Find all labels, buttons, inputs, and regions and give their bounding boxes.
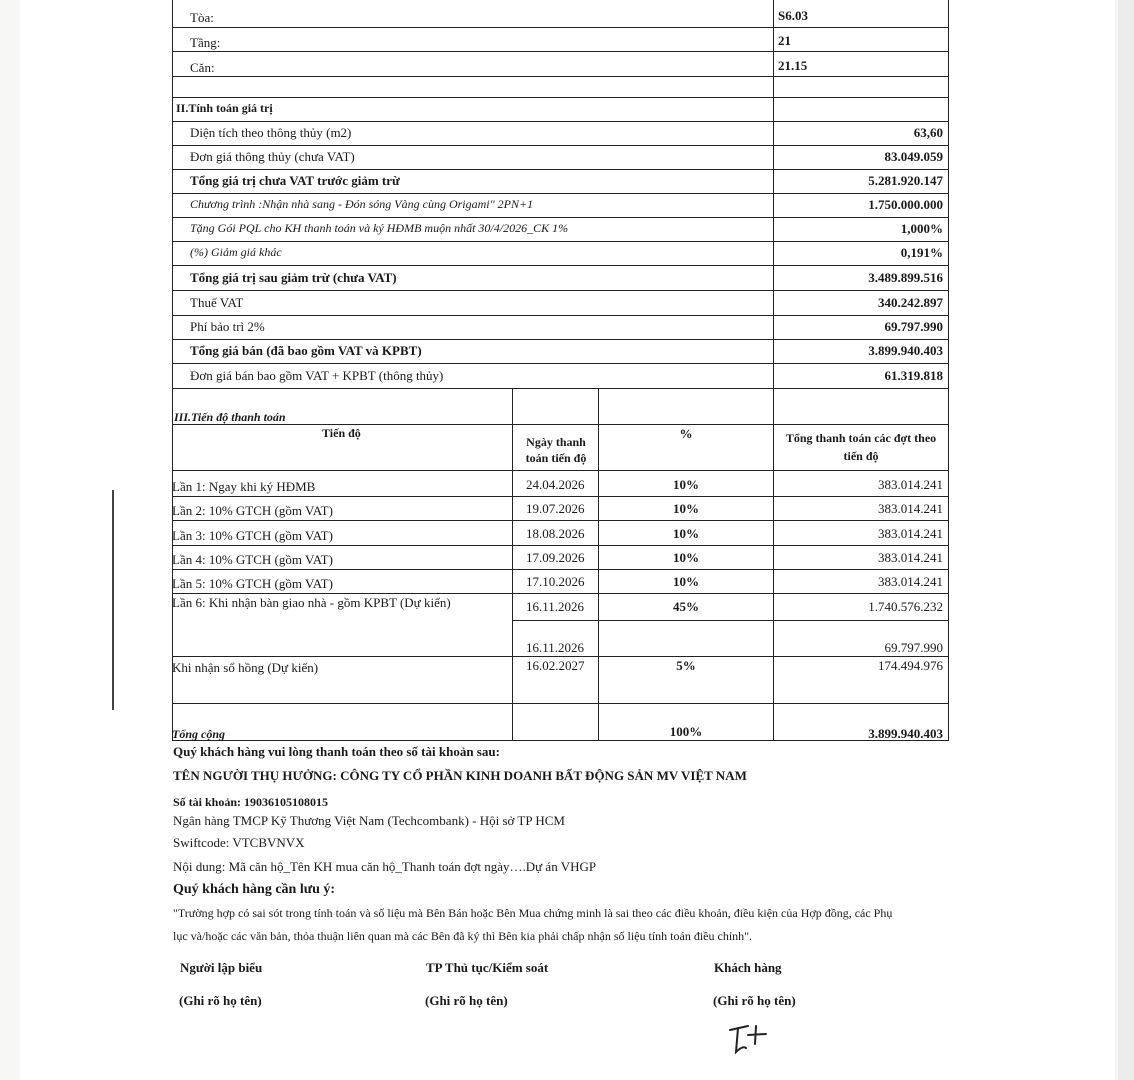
scan-edge: [112, 490, 114, 710]
building-value: S6.03: [778, 8, 808, 23]
installment-label: Lần 5: 10% GTCH (gồm VAT): [172, 576, 333, 591]
installment-amount: 383.014.241: [878, 550, 943, 565]
installment-date: 17.09.2026: [526, 550, 585, 565]
pql-gift-value: 1,000%: [900, 221, 943, 236]
final-unit-price-label: Đơn giá bán bao gồm VAT + KPBT (thông thủy): [190, 368, 444, 383]
installment-percent: 45%: [673, 599, 699, 614]
installment-amount: 383.014.241: [878, 574, 943, 589]
handwritten-signature: [722, 1018, 782, 1060]
installment-percent: 10%: [673, 501, 699, 516]
installment-date: 16.11.2026: [526, 640, 585, 655]
customer-title: Khách hàng: [714, 960, 782, 975]
installment-date: 24.04.2026: [526, 477, 585, 492]
bank-name: Ngân hàng TMCP Kỹ Thương Việt Nam (Techcombank) - Hội sở TP HCM: [173, 813, 565, 828]
controller-name-note: (Ghi rõ họ tên): [425, 993, 508, 1008]
vat-label: Thuế VAT: [190, 295, 244, 310]
other-discount-label: (%) Giảm giá khác: [190, 245, 282, 259]
maintenance-fee-value: 69.797.990: [884, 319, 943, 334]
floor-label: Tầng:: [190, 35, 221, 50]
date-header-line1: Ngày thanh: [526, 435, 586, 449]
installment-date: 16.11.2026: [526, 599, 585, 614]
total-percent: 100%: [669, 724, 703, 739]
progress-header: Tiến độ: [322, 426, 361, 440]
payment-intro: Quý khách hàng vui lòng thanh toán theo số tài khoản sau:: [173, 744, 500, 759]
note-line-1: "Trường hợp có sai sót trong tính toán và số liệu mà Bên Bán hoặc Bên Mua chứng minh là sai theo các điều khoản, điều kiện của Hợp đồng, các Phụ: [173, 906, 893, 920]
preparer-title: Người lập biểu: [180, 960, 263, 975]
preparer-name-note: (Ghi rõ họ tên): [179, 993, 262, 1008]
unit-value: 21.15: [778, 58, 808, 73]
installment-label: Khi nhận sổ hồng (Dự kiến): [172, 660, 319, 675]
unit-price-value: 83.049.059: [884, 149, 943, 164]
promotion-label: Chương trình :Nhận nhà sang - Đón sóng Vàng cùng Origami" 2PN+1: [190, 197, 534, 211]
customer-name-note: (Ghi rõ họ tên): [713, 993, 796, 1008]
installment-date: 16.02.2027: [526, 658, 585, 673]
installment-amount: 383.014.241: [878, 477, 943, 492]
installment-percent: 10%: [673, 574, 699, 589]
promotion-value: 1.750.000.000: [868, 197, 943, 212]
installment-date: 18.08.2026: [526, 526, 585, 541]
pql-gift-label: Tặng Gói PQL cho KH thanh toán và ký HĐMB muộn nhất 30/4/2026_CK 1%: [190, 221, 569, 235]
account-number: Số tài khoản: 19036105108015: [173, 795, 329, 809]
installment-label: Lần 3: 10% GTCH (gồm VAT): [172, 528, 333, 543]
section-2-title: II.Tính toán giá trị: [176, 101, 273, 115]
controller-title: TP Thủ tục/Kiểm soát: [426, 960, 549, 975]
installment-amount: 69.797.990: [884, 640, 943, 655]
installment-amount: 174.494.976: [878, 658, 943, 673]
unit-label: Căn:: [190, 60, 215, 75]
maintenance-fee-label: Phí bảo trì 2%: [190, 319, 265, 334]
date-header-line2: toán tiến độ: [525, 451, 587, 465]
final-unit-price-value: 61.319.818: [884, 368, 943, 383]
swift-code: Swiftcode: VTCBVNVX: [173, 835, 305, 850]
installment-label: Lần 4: 10% GTCH (gồm VAT): [172, 552, 333, 567]
installment-label: Lần 1: Ngay khi ký HĐMB: [172, 479, 316, 494]
area-label: Diện tích theo thông thủy (m2): [190, 125, 352, 140]
unit-price-label: Đơn giá thông thủy (chưa VAT): [190, 149, 355, 164]
installment-date: 19.07.2026: [526, 501, 585, 516]
building-label: Tòa:: [190, 10, 214, 25]
beneficiary: TÊN NGƯỜI THỤ HƯỞNG: CÔNG TY CỔ PHẦN KINH DOANH BẤT ĐỘNG SẢN MV VIỆT NAM: [173, 768, 747, 783]
installment-percent: 5%: [676, 658, 696, 673]
total-after-discount-value: 3.489.899.516: [868, 270, 943, 285]
installment-amount: 1.740.576.232: [868, 599, 943, 614]
total-price-label: Tổng giá bán (đã bao gồm VAT và KPBT): [190, 343, 422, 358]
installment-date: 17.10.2026: [526, 574, 585, 589]
floor-value: 21: [778, 33, 791, 48]
note-title: Quý khách hàng cần lưu ý:: [173, 882, 336, 897]
installment-amount: 383.014.241: [878, 526, 943, 541]
section-3-title: III.Tiến độ thanh toán: [174, 410, 286, 424]
total-amount: 3.899.940.403: [868, 726, 943, 741]
total-label: Tổng cộng: [172, 727, 226, 741]
total-header-line1: Tổng thanh toán các đợt theo: [785, 431, 937, 445]
installment-percent: 10%: [673, 477, 699, 492]
installment-amount: 383.014.241: [878, 501, 943, 516]
total-after-discount-label: Tổng giá trị sau giảm trừ (chưa VAT): [190, 270, 397, 285]
area-value: 63,60: [913, 125, 943, 140]
installment-percent: 10%: [673, 550, 699, 565]
installment-label: Lần 6: Khi nhận bàn giao nhà - gồm KPBT (Dự kiến): [172, 595, 451, 610]
scan-shadow: [1118, 0, 1134, 1080]
vat-value: 340.242.897: [878, 295, 943, 310]
total-header-line2: tiến độ: [843, 449, 879, 463]
percent-header: %: [679, 426, 693, 441]
note-line-2: lục và/hoặc các văn bản, thỏa thuận liên quan mà các Bên đã ký thì Bên kia phải chấp nhận số liệu tính toán điều chỉnh".: [173, 929, 753, 943]
other-discount-value: 0,191%: [900, 245, 943, 260]
total-before-discount-label: Tổng giá trị chưa VAT trước giảm trừ: [190, 173, 400, 188]
transfer-content: Nội dung: Mã căn hộ_Tên KH mua căn hộ_Thanh toán đợt ngày….Dự án VHGP: [173, 859, 597, 874]
installment-label: Lần 2: 10% GTCH (gồm VAT): [172, 503, 333, 518]
total-price-value: 3.899.940.403: [868, 343, 943, 358]
installment-percent: 10%: [673, 526, 699, 541]
total-before-discount-value: 5.281.920.147: [868, 173, 943, 188]
